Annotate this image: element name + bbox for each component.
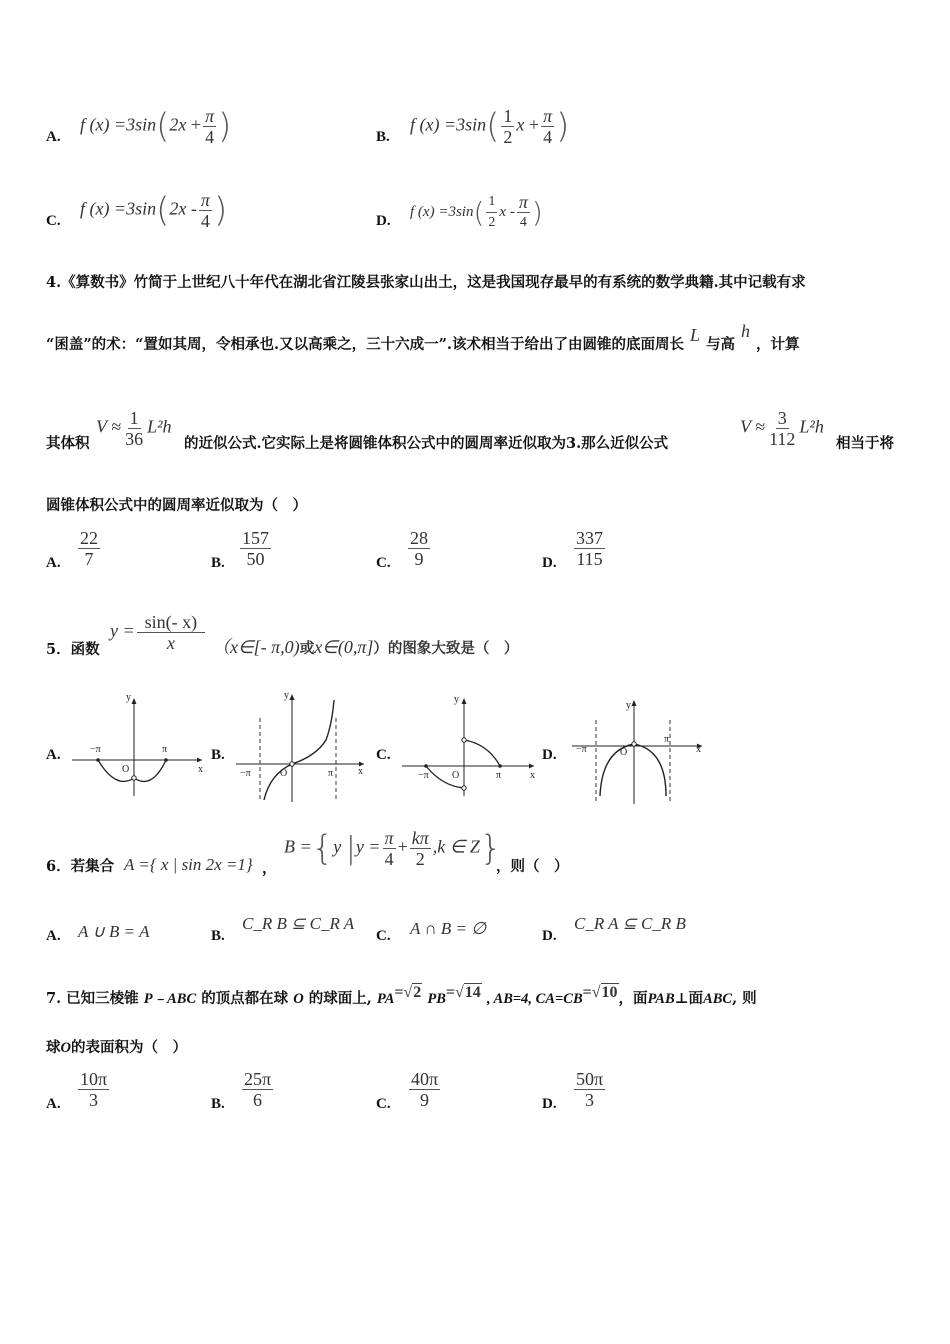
q3-option-c-formula: f (x) =3sin(2x - $\frac{\pi}{4}$ ): [80, 190, 228, 231]
svg-text:−π: −π: [240, 768, 251, 779]
q6-option-b-label: B.: [211, 928, 225, 944]
q6-stem-b: ，则（ ）: [496, 858, 569, 875]
q6-option-c-expr: A ∩ B = ∅: [410, 919, 487, 938]
q5-option-c-label: C.: [376, 747, 391, 763]
q7-option-b-value: $\frac{25\pi}{6}$: [244, 1069, 272, 1110]
q4-option-d-value: $\frac{337}{115}$: [576, 528, 603, 569]
q6-comma: ，: [262, 860, 277, 877]
q3-option-a-label: A.: [46, 129, 61, 145]
q7-option-d-label: D.: [542, 1096, 557, 1112]
q4-formula-36: V ≈ $\frac{1}{36}$ L²h: [96, 408, 172, 449]
q4-option-b-label: B.: [211, 555, 225, 571]
q6-option-c-label: C.: [376, 928, 391, 944]
q5-option-d-label: D.: [542, 747, 557, 763]
q7-option-c-label: C.: [376, 1096, 391, 1112]
q5-option-b-label: B.: [211, 747, 225, 763]
pi-label: π: [162, 744, 168, 755]
q6-option-d-label: D.: [542, 928, 557, 944]
svg-text:x: x: [696, 744, 701, 755]
svg-text:π: π: [664, 734, 670, 745]
q3-option-b-formula: f (x) =3sin( $\frac{1}{2}$ x + $\frac{\pi}{4}$ ): [410, 106, 570, 147]
q5-stem-a: 5．函数: [46, 641, 100, 658]
q5-domain: （x∈[- π,0)或x∈(0,π]）的图象大致是（ ）: [212, 637, 519, 657]
svg-text:y: y: [626, 700, 631, 711]
q7-option-a-label: A.: [46, 1096, 61, 1112]
x-axis-label: x: [198, 764, 203, 775]
q4-option-a-label: A.: [46, 555, 61, 571]
svg-text:−π: −π: [576, 744, 587, 755]
q3-option-c-label: C.: [46, 213, 61, 229]
q5-graph-b: [234, 690, 370, 806]
q4-option-c-label: C.: [376, 555, 391, 571]
q3-option-d-formula: f (x) =3sin( $\frac{1}{2}$ x - $\frac{\pi}{4}$ ): [410, 192, 543, 230]
y-axis-label: y: [126, 692, 131, 703]
q5-graph-d: [570, 698, 710, 808]
neg-pi-label: −π: [90, 744, 101, 755]
svg-text:π: π: [328, 768, 334, 779]
q4-option-d-label: D.: [542, 555, 557, 571]
q5-graph-a: [68, 690, 208, 800]
svg-text:y: y: [284, 690, 289, 701]
q6-option-a-label: A.: [46, 928, 61, 944]
q4-line3-a: 其体积: [46, 435, 90, 452]
q6-option-a-expr: A ∪ B = A: [78, 922, 150, 941]
svg-text:O: O: [280, 768, 288, 779]
q5-function: y = $\frac{\sin(- x)}{x}$: [110, 612, 207, 653]
q4-option-a-value: $\frac{22}{7}$: [80, 528, 98, 569]
q4-line1: 4.《算数书》竹简于上世纪八十年代在湖北省江陵县张家山出土，这是我国现存最早的有系统的数学典籍.其中记载有求: [46, 274, 806, 291]
q7-option-a-value: $\frac{10\pi}{3}$: [80, 1069, 108, 1110]
q3-option-b-label: B.: [376, 129, 390, 145]
q5-graph-c: [398, 690, 540, 800]
q5-option-a-label: A.: [46, 747, 61, 763]
q7-line1: 7. 已知三棱锥 P﹣ABC 的顶点都在球 O 的球面上, PA=√2 PB=√14 , AB=4, CA=CB=√10，面PAB⊥面ABC, 则: [46, 984, 757, 1007]
q6-option-d-expr: C_R A ⊆ C_R B: [574, 914, 686, 933]
q4-option-b-value: $\frac{157}{50}$: [242, 528, 269, 569]
q4-line2: “囷盖”的术：“置如其周，令相承也.又以高乘之，三十六成一”.该术相当于给出了由圆锥的底面周长 L 与高h，计算: [46, 321, 800, 353]
q6-stem-a: 6．若集合: [46, 858, 115, 875]
q3-option-d-label: D.: [376, 213, 391, 229]
origin-label: O: [122, 764, 130, 775]
q4-line4: 圆锥体积公式中的圆周率近似取为（ ）: [46, 497, 307, 514]
q6-option-b-expr: C_R B ⊆ C_R A: [242, 914, 355, 933]
svg-text:π: π: [496, 770, 502, 781]
q7-line2: 球O的表面积为（ ）: [46, 1039, 187, 1056]
svg-text:x: x: [530, 770, 535, 781]
q6-set-a: A ={ x | sin 2x =1}: [124, 855, 253, 874]
q7-option-b-label: B.: [211, 1096, 225, 1112]
q4-line3-c: 相当于将: [836, 435, 894, 452]
q7-option-c-value: $\frac{40\pi}{9}$: [411, 1069, 439, 1110]
svg-text:O: O: [452, 770, 460, 781]
q6-set-b: B ={y |y = $\frac{\pi}{4}$ + $\frac{k\pi}{2}$ ,k ∈ Z}: [284, 828, 502, 869]
q4-formula-112: V ≈ $\frac{3}{112}$ L²h: [740, 408, 824, 449]
svg-text:−π: −π: [418, 770, 429, 781]
svg-text:O: O: [620, 747, 628, 758]
svg-text:y: y: [454, 694, 459, 705]
q3-option-a-formula: f (x) =3sin(2x + $\frac{\pi}{4}$ ): [80, 106, 232, 147]
q4-line3-b: 的近似公式.它实际上是将圆锥体积公式中的圆周率近似取为3.那么近似公式: [184, 435, 669, 452]
q7-option-d-value: $\frac{50\pi}{3}$: [576, 1069, 604, 1110]
q4-option-c-value: $\frac{28}{9}$: [410, 528, 428, 569]
svg-text:x: x: [358, 766, 363, 777]
